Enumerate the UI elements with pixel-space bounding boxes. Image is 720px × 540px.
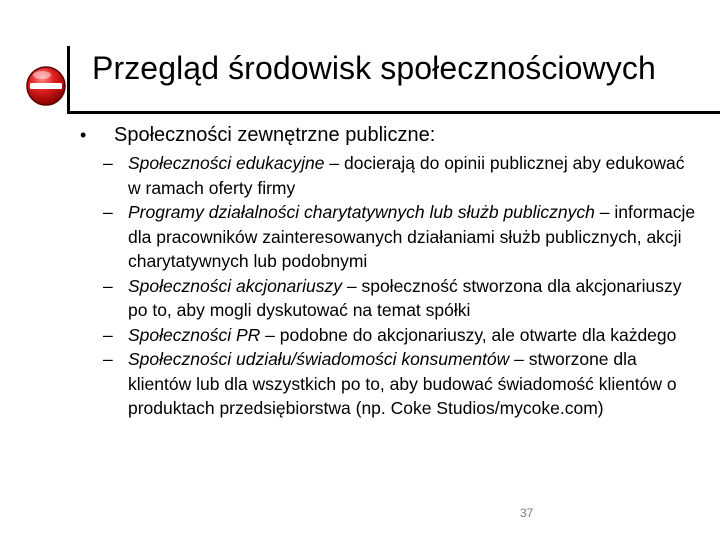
item-separator: –: [260, 324, 280, 345]
list-item: [103, 323, 699, 348]
list-item-text: [125, 323, 699, 348]
item-separator: –: [594, 202, 615, 222]
title-horizontal-rule: [67, 111, 720, 114]
list-item-text: [125, 151, 699, 200]
item-separator: –: [342, 275, 362, 296]
subitem-list: [103, 151, 699, 421]
item-description: stworzone dla klientów lub dla wszystkich po to, aby budować świadomość klientów o produktach przedsiębiorstwa (np. Coke Studios/mycoke.com): [128, 349, 677, 418]
list-item: [103, 347, 699, 421]
item-description: informacje dla pracowników zainteresowanych działaniami służb publicznych, akcji charytatywnych lub podobnymi: [128, 202, 696, 271]
list-item-text: [125, 274, 699, 323]
item-term: Społeczności edukacyjne: [128, 153, 325, 173]
bullet-marker: •: [80, 125, 87, 145]
item-separator: –: [324, 153, 344, 173]
dash-marker: –: [103, 349, 113, 369]
dash-marker: –: [103, 275, 113, 296]
dash-marker: –: [103, 324, 113, 345]
item-term: Społeczności akcjonariuszy: [128, 275, 342, 296]
item-description: społeczność stworzona dla akcjonariuszy po to, aby mogli dyskutować na temat spółki: [128, 275, 682, 320]
dash-marker: –: [103, 202, 113, 222]
list-item-text: [125, 200, 699, 274]
list-item: [103, 274, 699, 323]
list-item: [103, 151, 699, 200]
list-item: [103, 200, 699, 274]
item-description: docierają do opinii publicznej aby edukować w ramach oferty firmy: [128, 153, 685, 198]
red-sphere-icon: [25, 65, 67, 107]
slide-title: Przegląd środowisk społecznościowych: [92, 50, 656, 86]
item-separator: –: [509, 349, 529, 369]
list-item-text: [125, 347, 699, 421]
item-description: podobne do akcjonariuszy, ale otwarte dla każdego: [279, 324, 677, 345]
title-vertical-rule: [67, 46, 70, 114]
dash-marker: –: [103, 153, 113, 173]
item-term: Programy działalności charytatywnych lub służb publicznych: [128, 202, 595, 222]
level1-item: Społeczności zewnętrzne publiczne:: [114, 124, 436, 146]
item-term: Społeczności PR: [128, 324, 261, 345]
item-term: Społeczności udziału/świadomości konsumentów: [128, 349, 510, 369]
page-number: 37: [520, 506, 534, 520]
